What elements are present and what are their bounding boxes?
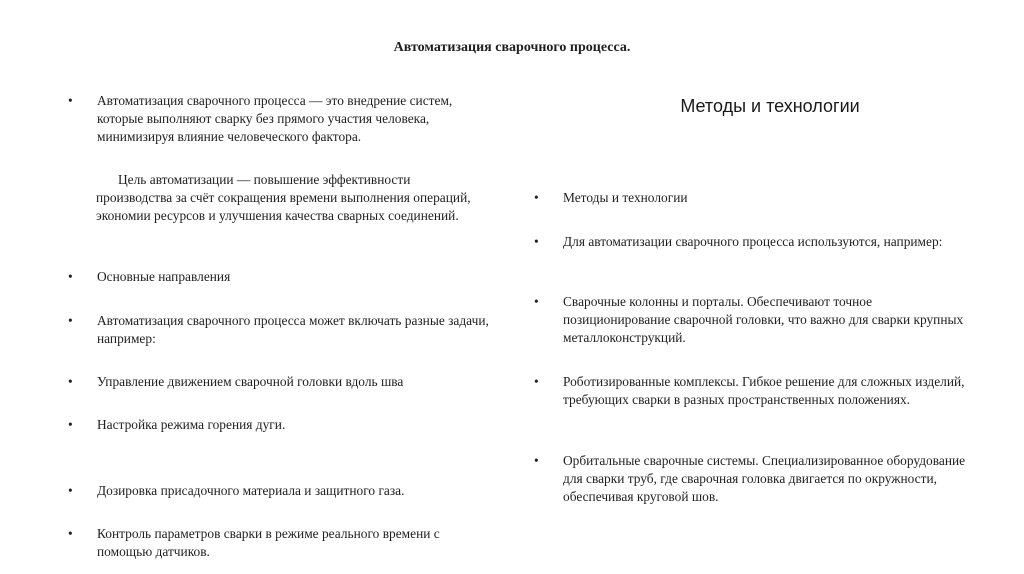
bullet-marker: • [534,234,539,249]
bullet-marker: • [68,526,73,541]
bullet-text: Для автоматизации сварочного процесса используются, например: [563,234,943,249]
bullet-marker: • [68,417,73,432]
bullet-text: Орбитальные сварочные системы. Специализированное оборудование для сварки труб, где сварочная головка двигается по окружности, обеспечивая круговой шов. [563,453,966,504]
right-heading: Методы и технологии [680,96,860,116]
bullet-marker: • [534,294,539,309]
bullet-marker: • [68,93,73,108]
goal-paragraph: Цель автоматизации — повышение эффективности производства за счёт сокращения времени выполнения операций, экономии ресурсов и улучшения качества сварных соединений. [96,172,471,223]
bullet-marker: • [68,483,73,498]
bullet-text: Настройка режима горения дуги. [97,417,286,432]
bullet-text: Сварочные колонны и порталы. Обеспечивают точное позиционирование сварочной головки, что важно для сварки крупных металлоконструкций. [563,294,964,345]
bullet-text: Автоматизация сварочного процесса — это внедрение систем, которые выполняют сварку без прямого участия человека, минимизируя влияние человеческого фактора. [97,93,453,144]
slide-title: Автоматизация сварочного процесса. [393,40,631,55]
bullet-item-intro [68,92,498,146]
bullet-text: Методы и технологии [563,190,688,205]
bullet-text: Контроль параметров сварки в режиме реального времени с помощью датчиков. [97,526,440,559]
bullet-marker: • [68,374,73,389]
bullet-marker: • [68,313,73,328]
bullet-text: Автоматизация сварочного процесса может включать разные задачи, например: [97,313,489,346]
bullet-marker: • [534,374,539,389]
bullet-text: Основные направления [97,269,231,284]
bullet-text: Управление движением сварочной головки вдоль шва [97,374,404,389]
bullet-marker: • [68,269,73,284]
bullet-text: Дозировка присадочного материала и защитного газа. [97,483,405,498]
bullet-marker: • [534,453,539,468]
bullet-marker: • [534,190,539,205]
bullet-text: Роботизированные комплексы. Гибкое решение для сложных изделий, требующих сварки в разных пространственных положениях. [563,374,965,407]
